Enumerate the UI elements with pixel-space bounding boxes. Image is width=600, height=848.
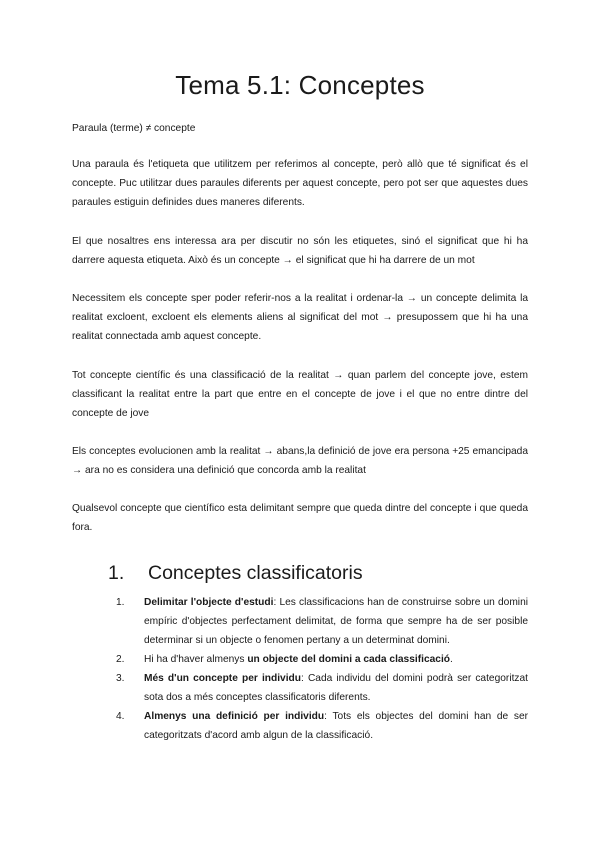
list-item-number: 1. — [116, 597, 125, 608]
list-item — [72, 707, 528, 745]
list-item — [72, 593, 528, 650]
paragraph-scientific-classification: Tot concepte científic és una classificació de la realitat → quan parlem del concepte jove, estem classificant la realitat entre la part que entre en el concepte de jove i el que no entre dintre del concepte de jove — [72, 370, 528, 419]
list-item-bold: Més d'un concepte per individu — [144, 673, 301, 684]
list-item-text: : Cada individu del domini podrà ser categoritzat sota dos a més conceptes classificatoris diferents. — [144, 673, 529, 703]
page-title: Tema 5.1: Conceptes — [175, 70, 425, 100]
paragraph-word-label: Una paraula és l'etiqueta que utilitzem per referimos al concepte, però allò que té significat és el concepte. Puc utilitzar dues paraules diferents per aquest concepte, pero pot ser que aquestes dues paraules estiguin definides dues maneres diferents. — [72, 159, 528, 208]
section-title: Conceptes classificatoris — [148, 562, 363, 584]
list-item-number: 2. — [116, 654, 125, 665]
list-item-number: 4. — [116, 711, 125, 722]
list-item-bold: un objecte del domini a cada classificació — [247, 654, 450, 665]
list-item-text: . — [450, 654, 453, 665]
list-item-bold: Almenys una definició per individu — [144, 711, 325, 722]
list-item-text: : Tots els objectes del domini han de ser categoritzats d'acord amb algun de la classificació. — [144, 711, 529, 741]
paragraph-delimiting: Qualsevol concepte que científico esta delimitant sempre que queda dintre del concepte i que queda fora. — [72, 503, 528, 533]
list-item-text: : Les classificacions han de construirse sobre un domini empíric d'objectes perfectament delimitat, de forma que sempre ha de ser posible determinar si un objecte o fenomen pertany a un determinat domini. — [144, 597, 528, 646]
paragraph-term: Paraula (terme) ≠ concepte — [72, 123, 196, 134]
list-item-pretext: Hi ha d'haver almenys — [144, 654, 248, 665]
criteria-list — [72, 593, 528, 745]
list-item — [72, 650, 528, 669]
paragraph-need-concepts: Necessitem els concepte sper poder referir-nos a la realitat i ordenar-la → un concepte delimita la realitat excloent, excloent els elements aliens al significat del mot → presupossem que hi ha una realitat connectada amb aquest concepte. — [72, 293, 528, 342]
paragraph-evolution: Els conceptes evolucionen amb la realitat → abans,la definició de jove era persona +25 emancipada → ara no es considera una definició que concorda amb la realitat — [72, 446, 528, 476]
paragraph-meaning: El que nosaltres ens interessa ara per discutir no són les etiquetes, sinó el significat que hi ha darrere aquesta etiqueta. Això és un concepte → el significat que hi ha darrere de un mot — [72, 236, 528, 266]
list-item-number: 3. — [116, 673, 125, 684]
section-number: 1. — [108, 562, 125, 584]
list-item — [72, 669, 528, 707]
list-item-bold: Delimitar l'objecte d'estudi — [144, 597, 274, 608]
section-heading — [72, 562, 528, 585]
